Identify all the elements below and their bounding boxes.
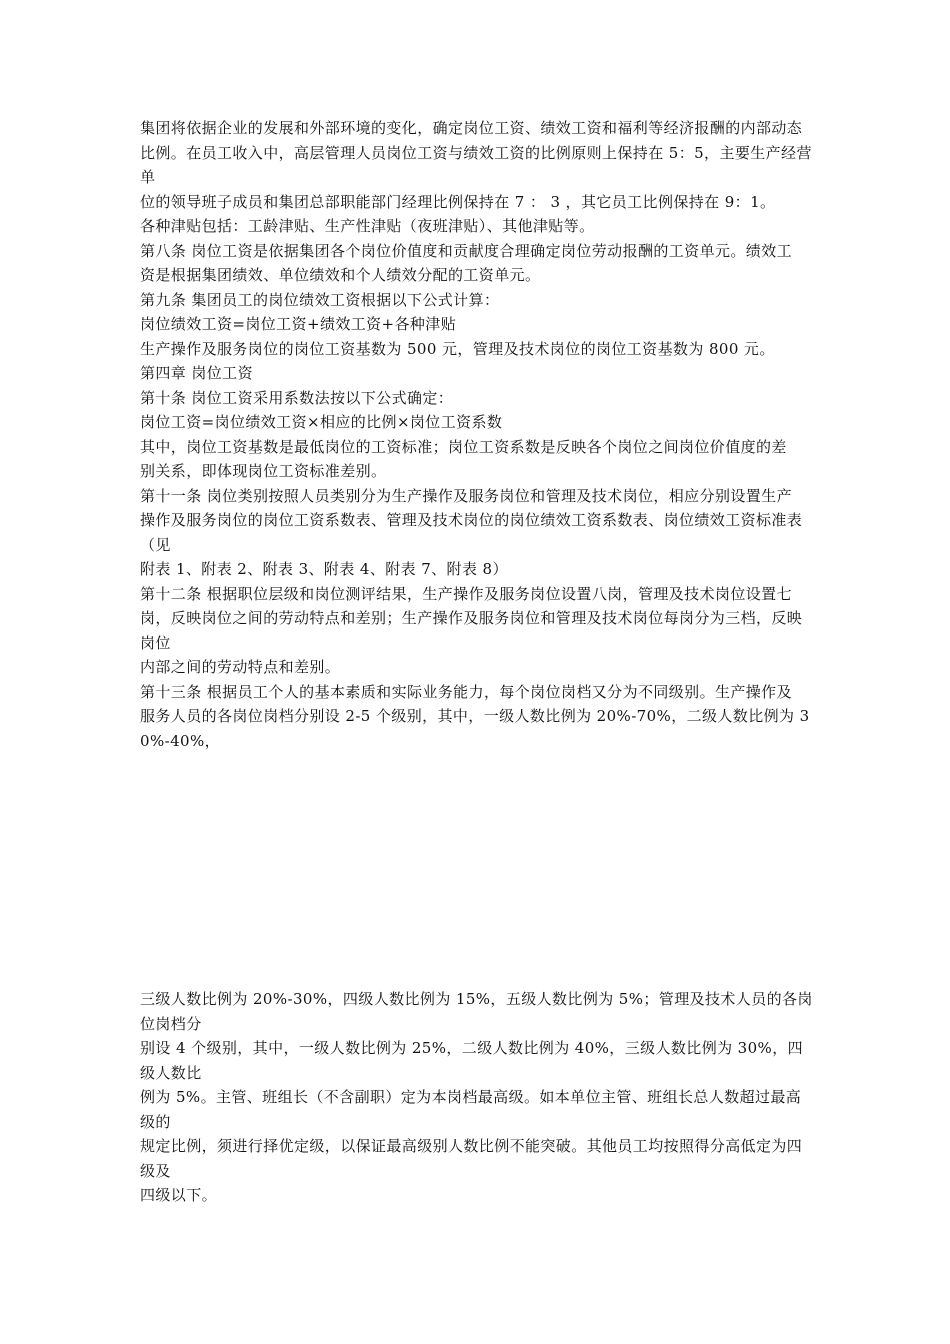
paragraph: 规定比例，须进行择优定级，以保证最高级别人数比例不能突破。其他员工均按照得分高低定为四级及 [140, 1137, 803, 1180]
paragraph: 各种津贴包括：工龄津贴、生产性津贴（夜班津贴）、其他津贴等。 [140, 217, 595, 235]
text-block-lower [140, 987, 816, 1208]
article-9: 第九条 集团员工的岗位绩效工资根据以下公式计算： [140, 290, 500, 309]
paragraph: 生产操作及服务岗位的岗位工资基数为 500 元，管理及技术岗位的岗位工资基数为 800 元。 [140, 339, 775, 358]
paragraph: 岗，反映岗位之间的劳动特点和差别；生产操作及服务岗位和管理及技术岗位每岗分为三档，反映岗位 [140, 609, 803, 652]
paragraph: 别关系，即体现岗位工资标准差别。 [140, 462, 387, 480]
formula-line: 岗位工资=岗位绩效工资×相应的比例×岗位工资系数 [140, 413, 503, 431]
formula-line: 岗位绩效工资=岗位工资+绩效工资+各种津贴 [140, 315, 457, 333]
paragraph: 内部之间的劳动特点和差别。 [140, 658, 341, 676]
paragraph: 资是根据集团绩效、单位绩效和个人绩效分配的工资单元。 [140, 266, 541, 284]
article-12: 第十二条 根据职位层级和岗位测评结果，生产操作及服务岗位设置八岗，管理及技术岗位设置七 [140, 584, 792, 603]
chapter-heading: 第四章 岗位工资 [140, 364, 253, 382]
paragraph: 附表 1、附表 2、附表 3、附表 4、附表 7、附表 8） [140, 560, 508, 578]
paragraph: 别设 4 个级别，其中，一级人数比例为 25%，二级人数比例为 40%，三级人数比例为 30%，四级人数比 [140, 1039, 804, 1082]
paragraph: 操作及服务岗位的岗位工资系数表、管理及技术岗位的岗位绩效工资系数表、岗位绩效工资标准表（见 [140, 511, 803, 554]
article-11: 第十一条 岗位类别按照人员类别分为生产操作及服务岗位和管理及技术岗位，相应分别设置生产 [140, 486, 792, 505]
paragraph: 例为 5%。主管、班组长（不含副职）定为本岗档最高级。如本单位主管、班组长总人数超过最高级的 [140, 1088, 802, 1131]
paragraph: 比例。在员工收入中，高层管理人员岗位工资与绩效工资的比例原则上保持在 5：5，主要生产经营单 [140, 143, 812, 186]
article-10: 第十条 岗位工资采用系数法按以下公式确定： [140, 388, 454, 407]
article-13: 第十三条 根据员工个人的基本素质和实际业务能力，每个岗位岗档又分为不同级别。生产操作及 [140, 682, 792, 701]
paragraph: 位的领导班子成员和集团总部职能部门经理比例保持在 7 ： 3 ，其它员工比例保持在 9：1。 [140, 192, 776, 211]
paragraph: 三级人数比例为 20%-30%，四级人数比例为 15%，五级人数比例为 5%；管理及技术人员的各岗位岗档分 [140, 990, 813, 1033]
paragraph: 四级以下。 [140, 1186, 218, 1204]
paragraph: 集团将依据企业的发展和外部环境的变化，确定岗位工资、绩效工资和福利等经济报酬的内部动态 [140, 119, 803, 137]
text-block-upper [140, 116, 816, 753]
article-8: 第八条 岗位工资是依据集团各个岗位价值度和贡献度合理确定岗位劳动报酬的工资单元。绩效工 [140, 241, 792, 260]
paragraph: 其中，岗位工资基数是最低岗位的工资标准；岗位工资系数是反映各个岗位之间岗位价值度的差 [140, 437, 787, 456]
paragraph: 服务人员的各岗位岗档分别设 2-5 个级别，其中，一级人数比例为 20%-70%，二级人数比例为 30%-40%， [140, 707, 810, 750]
